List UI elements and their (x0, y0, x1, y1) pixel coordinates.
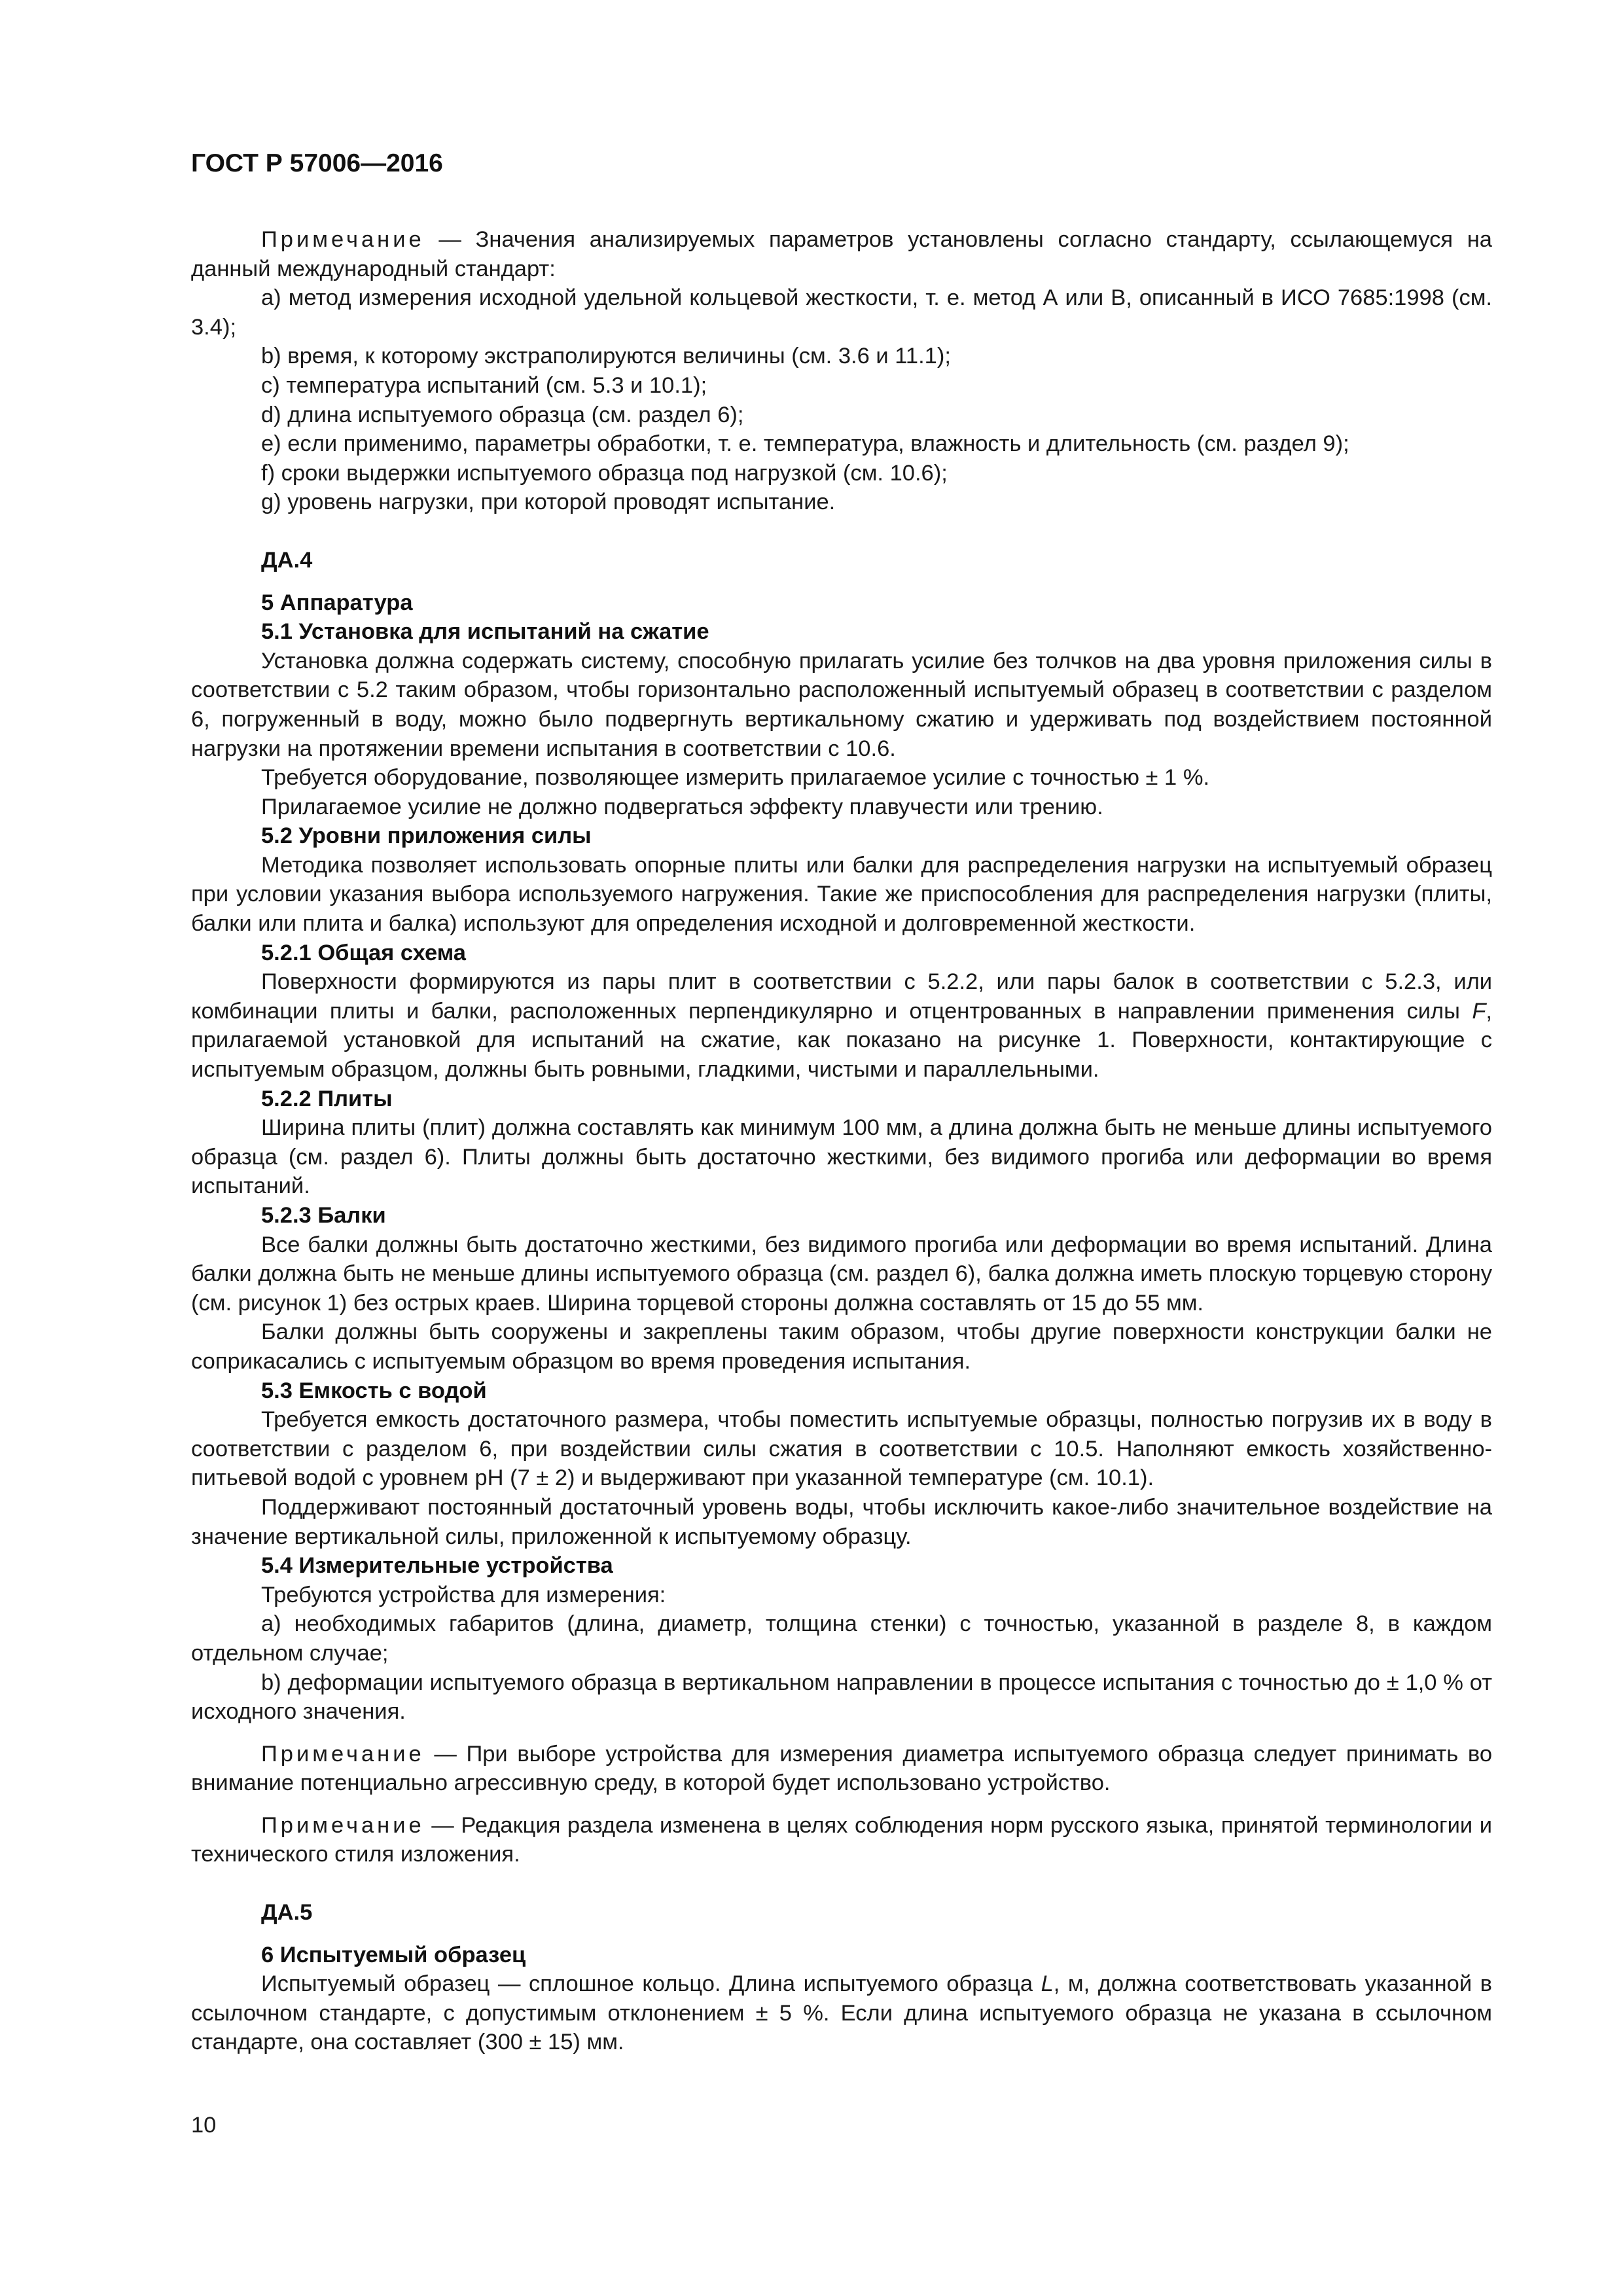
appendix-title-da4: ДА.4 (261, 547, 313, 573)
note-paragraph (191, 1740, 1492, 1798)
paragraph: Установка должна содержать систему, способную прилагать усилие без толчков на два уровня приложения силы в соответствии с 5.2 таким образом, чтобы горизонтально расположенный испытуемый образец в соответствии с разделом 6, погруженный в воду, можно было подвергнуть вертикальному сжатию и удерживать под воздействием постоянной нагрузки на протяжении времени испытания в соответствии с 10.6. (191, 648, 1492, 761)
note-label: Примечание (261, 227, 425, 252)
text-run: , м, должна соответствовать указанной в ссылочном стандарте, с допустимым отклонением ± 5 %. Если длина испытуемого образца не указана в ссылочном стандарте, она составляет (300 ± 15) мм. (191, 1971, 1492, 2055)
paragraph: Требуется оборудование, позволяющее измерить прилагаемое усилие с точностью ± 1 %. (261, 765, 1210, 791)
note-paragraph (191, 225, 1492, 283)
section-heading: 5.2.3 Балки (261, 1203, 386, 1228)
symbol-L: L (1041, 1971, 1054, 1997)
text-run: Поверхности формируются из пары плит в соответствии с 5.2.2, или пары балок в соответствии с 5.2.3, или комбинации плиты и балки, расположенных перпендикулярно и отцентрованных в направлении применения силы (191, 969, 1492, 1024)
text-run: Испытуемый образец — сплошное кольцо. Длина испытуемого образца (261, 1971, 1041, 1997)
section-heading: 5.4 Измерительные устройства (261, 1553, 613, 1579)
note-item: g) уровень нагрузки, при которой проводят испытание. (261, 490, 836, 515)
section-heading: 5 Аппаратура (261, 590, 413, 615)
paragraph: Все балки должны быть достаточно жесткими, без видимого прогиба или деформации во время испытаний. Длина балки должна быть не меньше длины испытуемого образца (см. раздел 6), балка должна иметь плоскую торцевую сторону (см. рисунок 1) без острых краев. Ширина торцевой стороны должна составлять от 15 до 55 мм. (191, 1232, 1492, 1316)
section-heading: 5.1 Установка для испытаний на сжатие (261, 619, 709, 645)
appendix-title-da5: ДА.5 (261, 1900, 313, 1926)
section-heading: 6 Испытуемый образец (261, 1942, 526, 1967)
paragraph: Прилагаемое усилие не должно подвергаться эффекту плавучести или трению. (261, 794, 1103, 819)
paragraph (191, 967, 1492, 1084)
note-item: f) сроки выдержки испытуемого образца под нагрузкой (см. 10.6); (261, 460, 948, 486)
paragraph: Методика позволяет использовать опорные плиты или балки для распределения нагрузки на испытуемый образец при условии указания выбора используемого нагружения. Такие же приспособления для распределения нагрузки (плиты, балки или плита и балка) используют для определения исходной и долговременной жесткости. (191, 852, 1492, 937)
section-heading: 5.2.1 Общая схема (261, 940, 466, 965)
note-item: d) длина испытуемого образца (см. раздел 6); (261, 402, 744, 427)
note-text: — Значения анализируемых параметров установлены согласно стандарту, ссылающемуся на данный международный стандарт: (191, 227, 1492, 281)
paragraph: Ширина плиты (плит) должна составлять как минимум 100 мм, а длина должна быть не меньше длины испытуемого образца (см. раздел 6). Плиты должны быть достаточно жесткими, без видимого прогиба или деформации во время испытаний. (191, 1115, 1492, 1199)
section-heading: 5.2.2 Плиты (261, 1086, 393, 1111)
paragraph: Балки должны быть сооружены и закреплены таким образом, чтобы другие поверхности конструкции балки не соприкасались с испытуемым образцом во время проведения испытания. (191, 1319, 1492, 1374)
paragraph: Требуется емкость достаточного размера, чтобы поместить испытуемые образцы, полностью погрузив их в воду в соответствии с разделом 6, при воздействии силы сжатия в соответствии с 10.5. Наполняют емкость хозяйственно-питьевой водой с уровнем pH (7 ± 2) и выдерживают при указанной температуре (см. 10.1). (191, 1407, 1492, 1491)
section-heading: 5.3 Емкость с водой (261, 1378, 487, 1403)
note-item: b) время, к которому экстраполируются величины (см. 3.6 и 11.1); (261, 344, 951, 369)
section-heading: 5.2 Уровни приложения силы (261, 823, 592, 849)
note-text: — При выборе устройства для измерения диаметра испытуемого образца следует принимать во внимание потенциально агрессивную среду, в которой будет использовано устройство. (191, 1741, 1492, 1796)
page-number: 10 (191, 2113, 217, 2138)
note-item: e) если применимо, параметры обработки, т. е. температура, влажность и длительность (см. раздел 9); (261, 431, 1349, 457)
paragraph: Поддерживают постоянный достаточный уровень воды, чтобы исключить какое-либо значительное воздействие на значение вертикальной силы, приложенной к испытуемому образцу. (191, 1494, 1492, 1549)
note-label: Примечание (261, 1741, 425, 1767)
paragraph: Требуются устройства для измерения: (261, 1582, 666, 1607)
symbol-F: F (1472, 998, 1486, 1024)
note-item: c) температура испытаний (см. 5.3 и 10.1); (261, 372, 707, 398)
list-item: b) деформации испытуемого образца в вертикальном направлении в процессе испытания с точностью до ± 1,0 % от исходного значения. (191, 1670, 1492, 1725)
document-body (191, 225, 1492, 2057)
note-label: Примечание (261, 1812, 425, 1838)
text-run: , прилагаемой установкой для испытаний на сжатие, как показано на рисунке 1. Поверхности, контактирующие с испытуемым образцом, должны быть ровными, гладкими, чистыми и параллельными. (191, 998, 1492, 1083)
note-text: — Редакция раздела изменена в целях соблюдения норм русского языка, принятой терминологии и технического стиля изложения. (191, 1812, 1492, 1867)
paragraph (191, 1969, 1492, 2057)
document-header: ГОСТ Р 57006—2016 (191, 149, 443, 177)
note-paragraph (191, 1811, 1492, 1869)
list-item: a) необходимых габаритов (длина, диаметр, толщина стенки) с точностью, указанной в разделе 8, в каждом отдельном случае; (191, 1611, 1492, 1666)
note-item: a) метод измерения исходной удельной кольцевой жесткости, т. е. метод А или В, описанный в ИСО 7685:1998 (см. 3.4); (191, 285, 1492, 340)
